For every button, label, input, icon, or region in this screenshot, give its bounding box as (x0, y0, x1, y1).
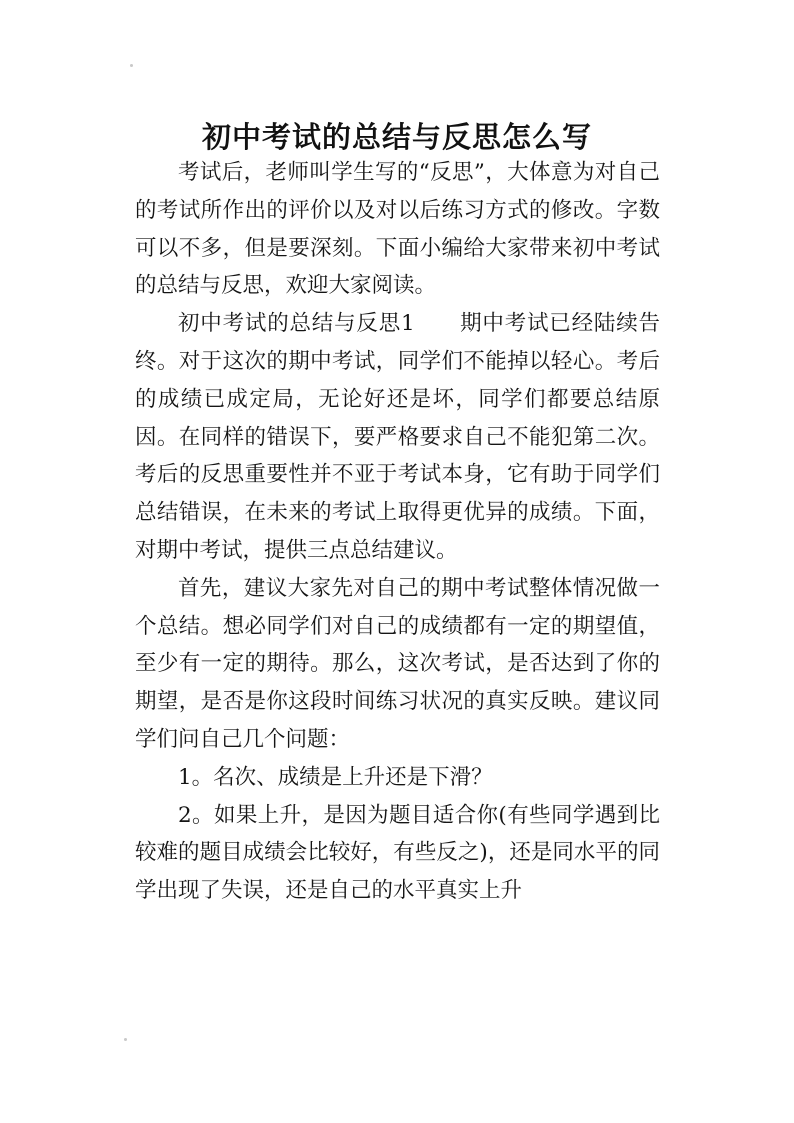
scan-speck (124, 1038, 127, 1041)
scan-speck (130, 64, 133, 67)
paragraph-section-1: 初中考试的总结与反思1 期中考试已经陆续告终。对于这次的期中考试，同学们不能掉以轻心。考后的成绩已成定局，无论好还是坏，同学们都要总结原因。在同样的错误下，要严格要求自己不能犯第二次。考后的反思重要性并不亚于考试本身，它有助于同学们总结错误，在未来的考试上取得更优异的成绩。下面，对期中考试，提供三点总结建议。 (135, 311, 660, 563)
paragraph-question-2: 2。如果上升，是因为题目适合你(有些同学遇到比较难的题目成绩会比较好，有些反之)，还是同水平的同学出现了失误，还是自己的水平真实上升 (135, 802, 660, 904)
paragraph-first-suggestion: 首先，建议大家先对自己的期中考试整体情况做一个总结。想必同学们对自己的成绩都有一定的期望值，至少有一定的期待。那么，这次考试，是否达到了你的期望，是否是你这段时间练习状况的真实反映。建议同学们问自己几个问题： (135, 575, 660, 752)
paragraph-intro: 考试后，老师叫学生写的“反思”，大体意为对自己的考试所作出的评价以及对以后练习方式的修改。字数可以不多，但是要深刻。下面小编给大家带来初中考试的总结与反思，欢迎大家阅读。 (135, 160, 660, 299)
document-body (135, 154, 660, 910)
paragraph-question-1: 1。名次、成绩是上升还是下滑？ (178, 764, 493, 790)
document-title: 初中考试的总结与反思怎么写 (201, 120, 592, 155)
